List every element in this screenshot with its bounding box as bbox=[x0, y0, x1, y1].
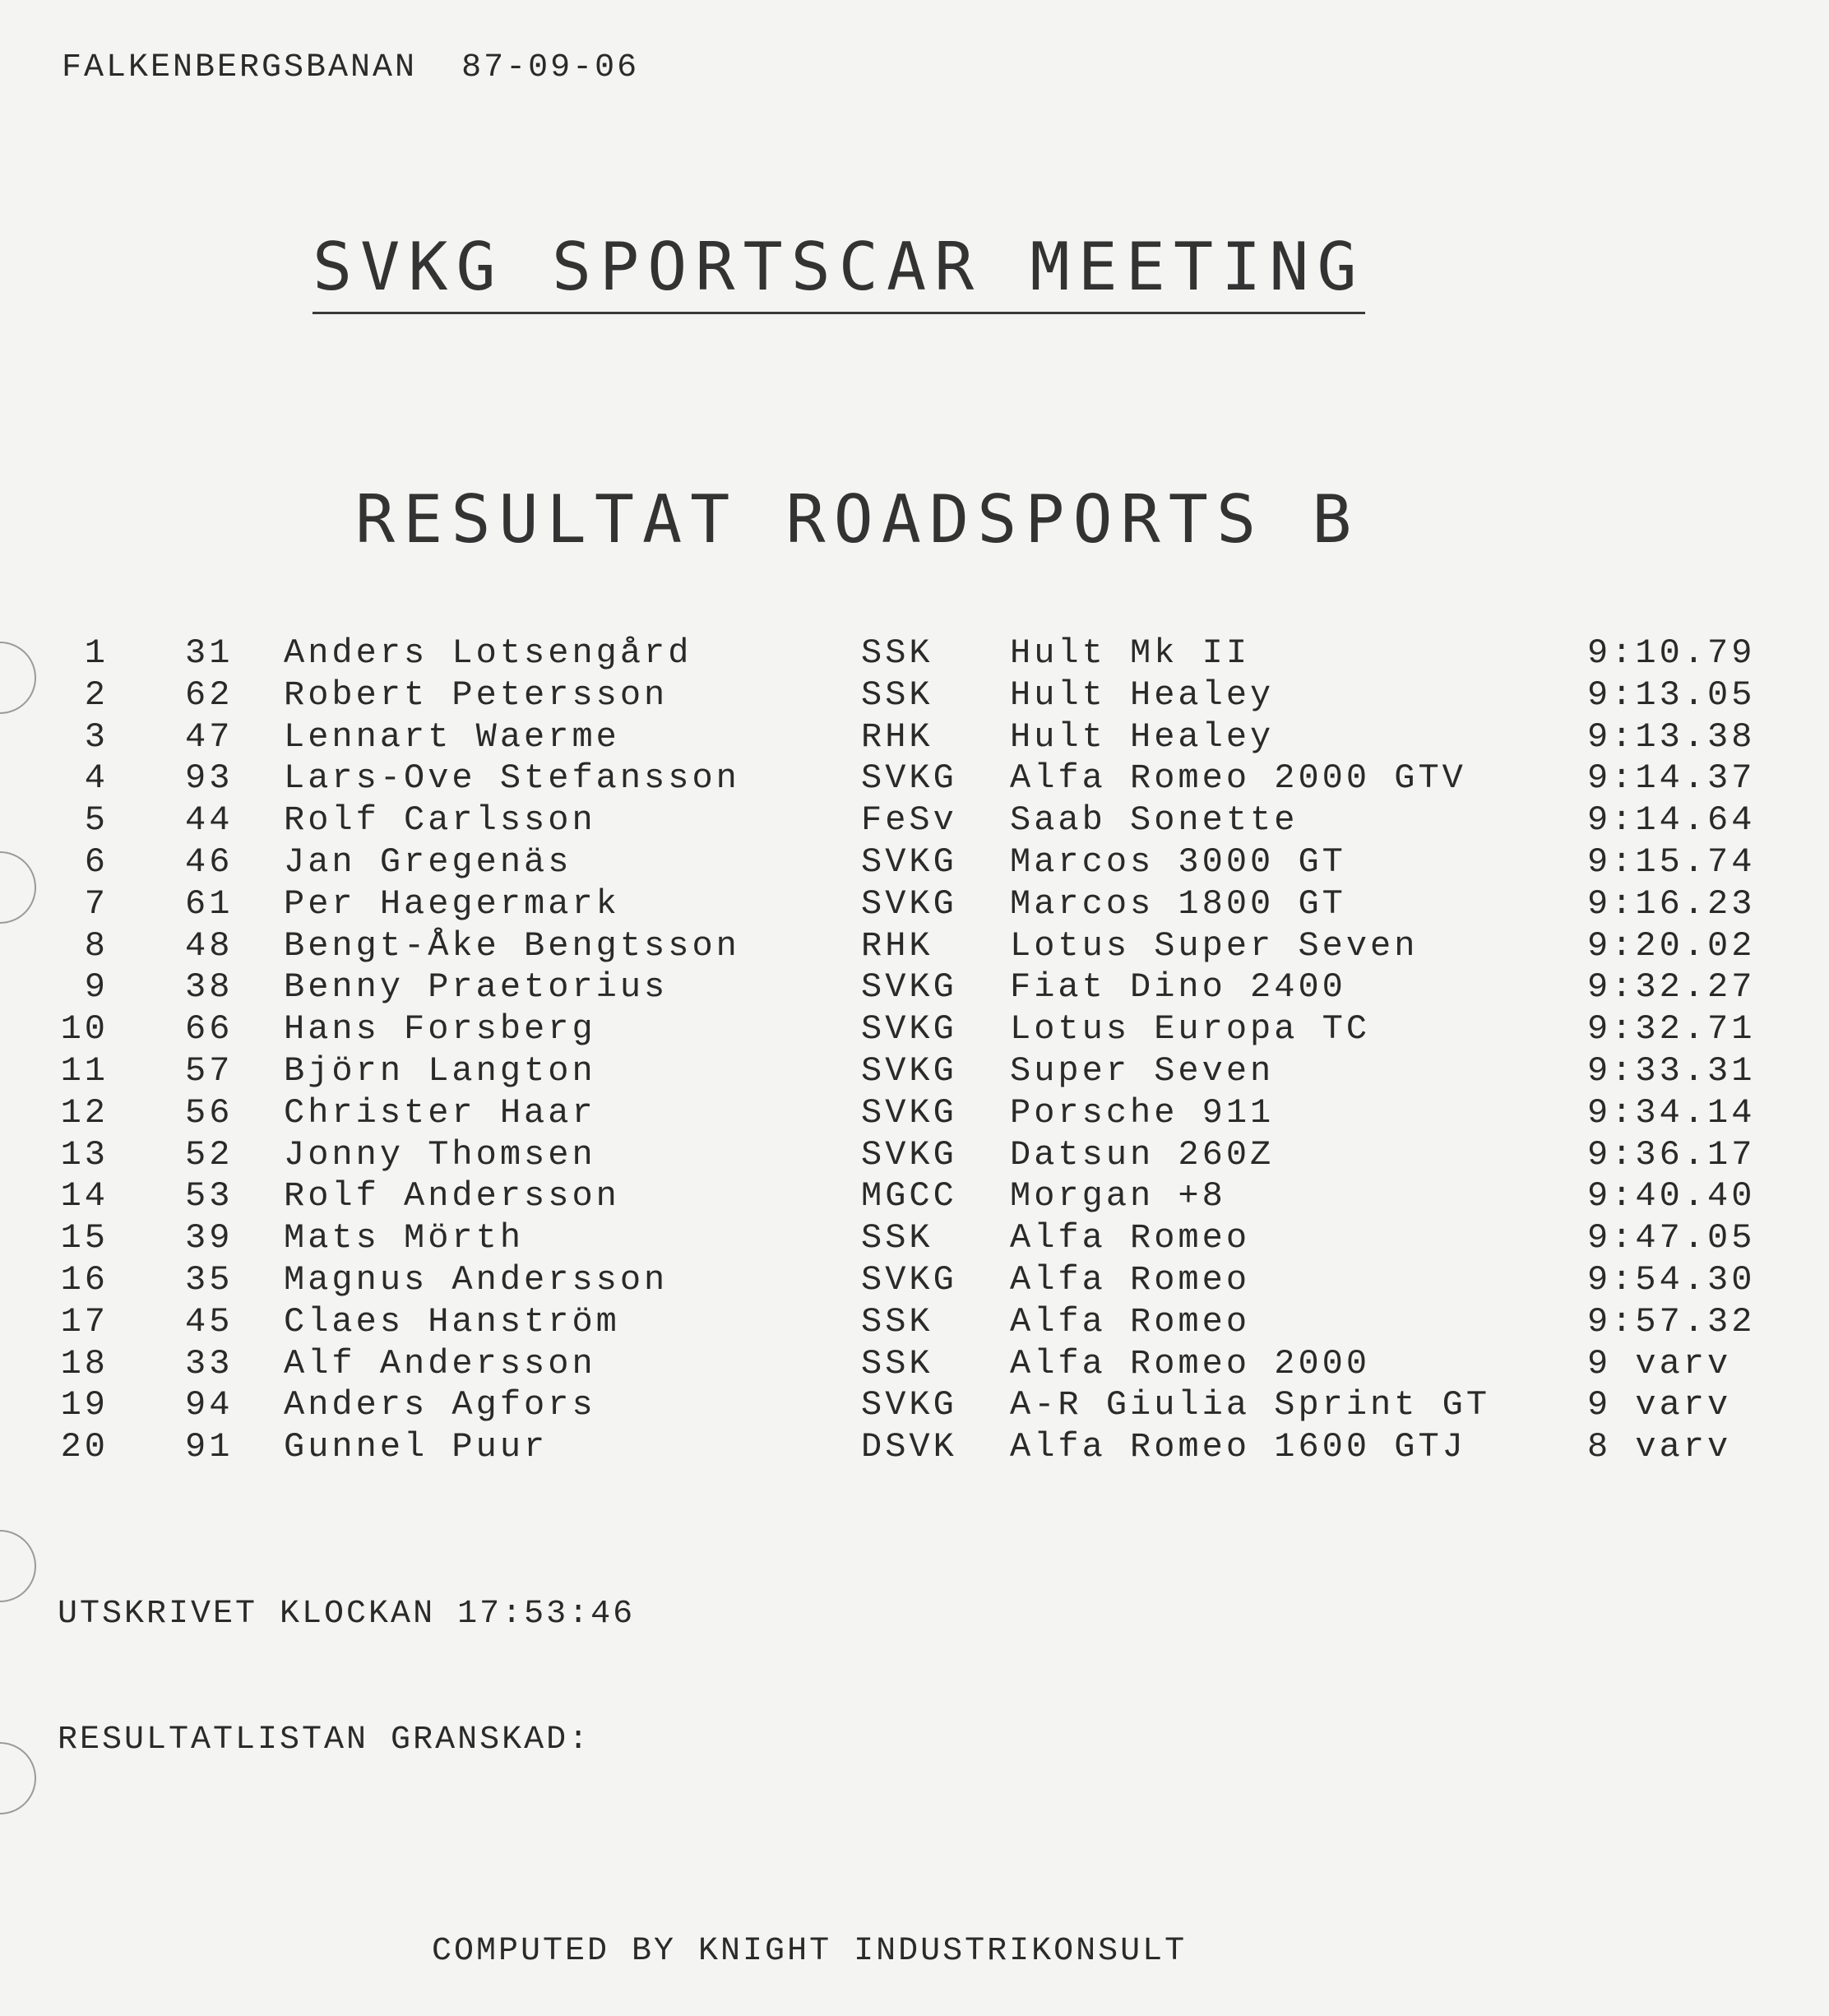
result-driver: Magnus Andersson bbox=[284, 1259, 669, 1300]
result-car: Marcos 1800 GT bbox=[1010, 883, 1346, 924]
result-driver: Anders Lotsengård bbox=[284, 633, 692, 673]
result-car: Hult Healey bbox=[1010, 716, 1275, 757]
table-row bbox=[0, 1344, 1829, 1386]
table-row bbox=[0, 1427, 1829, 1469]
table-row bbox=[0, 884, 1829, 926]
result-driver: Per Haegermark bbox=[284, 883, 620, 924]
review-line: RESULTATLISTAN GRANSKAD: bbox=[58, 1722, 591, 1759]
result-time: 9:13.38 bbox=[1587, 716, 1756, 757]
result-car-number: 91 bbox=[185, 1427, 234, 1467]
result-position: 8 bbox=[84, 925, 109, 966]
result-car-number: 93 bbox=[185, 758, 234, 799]
result-car-number: 53 bbox=[185, 1176, 234, 1217]
result-car: Hult Mk II bbox=[1010, 633, 1251, 673]
result-driver: Anders Agfors bbox=[284, 1385, 596, 1425]
table-row bbox=[0, 1302, 1829, 1344]
result-time: 9:40.40 bbox=[1587, 1176, 1756, 1217]
table-row bbox=[0, 926, 1829, 968]
result-time: 9:14.37 bbox=[1587, 758, 1756, 799]
result-driver: Alf Andersson bbox=[284, 1343, 596, 1383]
result-time: 9:36.17 bbox=[1587, 1134, 1756, 1175]
result-driver: Björn Langton bbox=[284, 1050, 596, 1091]
table-row bbox=[0, 1260, 1829, 1302]
document-header bbox=[62, 49, 639, 86]
result-time: 9:15.74 bbox=[1587, 841, 1756, 882]
result-car: Lotus Super Seven bbox=[1010, 925, 1419, 966]
table-row bbox=[0, 717, 1829, 759]
result-driver: Mats Mörth bbox=[284, 1218, 525, 1258]
result-club: SVKG bbox=[861, 967, 957, 1008]
result-car: Morgan +8 bbox=[1010, 1176, 1226, 1217]
result-car-number: 94 bbox=[185, 1385, 234, 1425]
result-car: Super Seven bbox=[1010, 1050, 1275, 1091]
result-driver: Lars-Ove Stefansson bbox=[284, 758, 740, 799]
table-row bbox=[0, 1051, 1829, 1093]
result-position: 20 bbox=[60, 1427, 109, 1467]
result-club: SVKG bbox=[861, 1009, 957, 1050]
result-club: DSVK bbox=[861, 1427, 957, 1467]
result-time: 9:20.02 bbox=[1587, 925, 1756, 966]
result-driver: Hans Forsberg bbox=[284, 1009, 596, 1050]
result-driver: Rolf Carlsson bbox=[284, 800, 596, 841]
result-club: SSK bbox=[861, 1218, 933, 1258]
result-position: 10 bbox=[60, 1009, 109, 1050]
result-car: Datsun 260Z bbox=[1010, 1134, 1275, 1175]
table-row bbox=[0, 1009, 1829, 1051]
result-car: Alfa Romeo 2000 GTV bbox=[1010, 758, 1466, 799]
result-car: Lotus Europa TC bbox=[1010, 1009, 1371, 1050]
result-club: SVKG bbox=[861, 1050, 957, 1091]
result-club: SVKG bbox=[861, 1385, 957, 1425]
result-driver: Jan Gregenäs bbox=[284, 841, 572, 882]
result-position: 9 bbox=[84, 967, 109, 1008]
result-position: 1 bbox=[84, 633, 109, 673]
result-car: Porsche 911 bbox=[1010, 1092, 1275, 1133]
result-position: 7 bbox=[84, 883, 109, 924]
event-date: 87-09-06 bbox=[461, 49, 640, 86]
result-car-number: 62 bbox=[185, 674, 234, 715]
binder-hole bbox=[0, 1530, 36, 1602]
result-position: 17 bbox=[60, 1301, 109, 1342]
result-time: 9:32.71 bbox=[1587, 1009, 1756, 1050]
result-car-number: 38 bbox=[185, 967, 234, 1008]
result-car-number: 52 bbox=[185, 1134, 234, 1175]
table-row bbox=[0, 1093, 1829, 1135]
result-position: 19 bbox=[60, 1385, 109, 1425]
computed-by: COMPUTED BY KNIGHT INDUSTRIKONSULT bbox=[432, 1933, 1188, 1970]
result-driver: Robert Petersson bbox=[284, 674, 669, 715]
result-driver: Christer Haar bbox=[284, 1092, 596, 1133]
result-position: 3 bbox=[84, 716, 109, 757]
result-position: 15 bbox=[60, 1218, 109, 1258]
result-time: 9:33.31 bbox=[1587, 1050, 1756, 1091]
result-time: 9:13.05 bbox=[1587, 674, 1756, 715]
result-driver: Bengt-Åke Bengtsson bbox=[284, 925, 740, 966]
result-time: 8 varv bbox=[1587, 1427, 1732, 1467]
result-car-number: 57 bbox=[185, 1050, 234, 1091]
result-car-number: 39 bbox=[185, 1218, 234, 1258]
result-position: 12 bbox=[60, 1092, 109, 1133]
result-car: Alfa Romeo bbox=[1010, 1301, 1251, 1342]
result-position: 11 bbox=[60, 1050, 109, 1091]
result-club: SSK bbox=[861, 674, 933, 715]
result-car-number: 48 bbox=[185, 925, 234, 966]
table-row bbox=[0, 1218, 1829, 1260]
event-title: SVKG SPORTSCAR MEETING bbox=[313, 234, 1365, 314]
result-car-number: 46 bbox=[185, 841, 234, 882]
result-time: 9:34.14 bbox=[1587, 1092, 1756, 1133]
result-driver: Lennart Waerme bbox=[284, 716, 620, 757]
result-time: 9:16.23 bbox=[1587, 883, 1756, 924]
result-car-number: 47 bbox=[185, 716, 234, 757]
result-car: Fiat Dino 2400 bbox=[1010, 967, 1346, 1008]
result-time: 9 varv bbox=[1587, 1385, 1732, 1425]
result-position: 13 bbox=[60, 1134, 109, 1175]
result-car: Alfa Romeo bbox=[1010, 1218, 1251, 1258]
result-car: Hult Healey bbox=[1010, 674, 1275, 715]
result-time: 9:10.79 bbox=[1587, 633, 1756, 673]
table-row bbox=[0, 1176, 1829, 1218]
result-time: 9:57.32 bbox=[1587, 1301, 1756, 1342]
result-car: Saab Sonette bbox=[1010, 800, 1299, 841]
table-row bbox=[0, 675, 1829, 717]
result-time: 9:14.64 bbox=[1587, 800, 1756, 841]
result-car-number: 45 bbox=[185, 1301, 234, 1342]
result-driver: Benny Praetorius bbox=[284, 967, 669, 1008]
table-row bbox=[0, 967, 1829, 1009]
table-row bbox=[0, 842, 1829, 884]
result-club: SVKG bbox=[861, 1259, 957, 1300]
result-car-number: 61 bbox=[185, 883, 234, 924]
result-club: SSK bbox=[861, 1301, 933, 1342]
result-car-number: 56 bbox=[185, 1092, 234, 1133]
result-position: 5 bbox=[84, 800, 109, 841]
result-club: MGCC bbox=[861, 1176, 957, 1217]
table-row bbox=[0, 758, 1829, 800]
table-row bbox=[0, 1385, 1829, 1427]
result-position: 6 bbox=[84, 841, 109, 882]
venue: FALKENBERGSBANAN bbox=[62, 49, 418, 86]
result-club: SSK bbox=[861, 1343, 933, 1383]
table-row bbox=[0, 633, 1829, 675]
result-club: RHK bbox=[861, 925, 933, 966]
result-club: FeSv bbox=[861, 800, 957, 841]
result-car-number: 66 bbox=[185, 1009, 234, 1050]
result-position: 16 bbox=[60, 1259, 109, 1300]
result-car: Alfa Romeo 2000 bbox=[1010, 1343, 1371, 1383]
binder-hole bbox=[0, 1742, 36, 1814]
result-position: 2 bbox=[84, 674, 109, 715]
results-title: RESULTAT ROADSPORTS B bbox=[355, 481, 1360, 558]
results-table bbox=[0, 633, 1829, 1469]
result-time: 9:32.27 bbox=[1587, 967, 1756, 1008]
result-car-number: 35 bbox=[185, 1259, 234, 1300]
result-car: A-R Giulia Sprint GT bbox=[1010, 1385, 1491, 1425]
printed-timestamp: UTSKRIVET KLOCKAN 17:53:46 bbox=[58, 1596, 636, 1633]
result-car-number: 31 bbox=[185, 633, 234, 673]
result-position: 18 bbox=[60, 1343, 109, 1383]
result-time: 9:54.30 bbox=[1587, 1259, 1756, 1300]
result-position: 4 bbox=[84, 758, 109, 799]
table-row bbox=[0, 1135, 1829, 1177]
result-club: SSK bbox=[861, 633, 933, 673]
result-club: SVKG bbox=[861, 883, 957, 924]
result-position: 14 bbox=[60, 1176, 109, 1217]
result-car-number: 33 bbox=[185, 1343, 234, 1383]
result-time: 9 varv bbox=[1587, 1343, 1732, 1383]
result-car: Marcos 3000 GT bbox=[1010, 841, 1346, 882]
result-driver: Rolf Andersson bbox=[284, 1176, 620, 1217]
result-club: SVKG bbox=[861, 841, 957, 882]
result-time: 9:47.05 bbox=[1587, 1218, 1756, 1258]
result-car: Alfa Romeo 1600 GTJ bbox=[1010, 1427, 1466, 1467]
result-club: SVKG bbox=[861, 1134, 957, 1175]
result-car: Alfa Romeo bbox=[1010, 1259, 1251, 1300]
result-driver: Jonny Thomsen bbox=[284, 1134, 596, 1175]
result-club: SVKG bbox=[861, 1092, 957, 1133]
table-row bbox=[0, 800, 1829, 842]
result-club: SVKG bbox=[861, 758, 957, 799]
result-driver: Gunnel Puur bbox=[284, 1427, 549, 1467]
result-car-number: 44 bbox=[185, 800, 234, 841]
result-club: RHK bbox=[861, 716, 933, 757]
result-driver: Claes Hanström bbox=[284, 1301, 620, 1342]
